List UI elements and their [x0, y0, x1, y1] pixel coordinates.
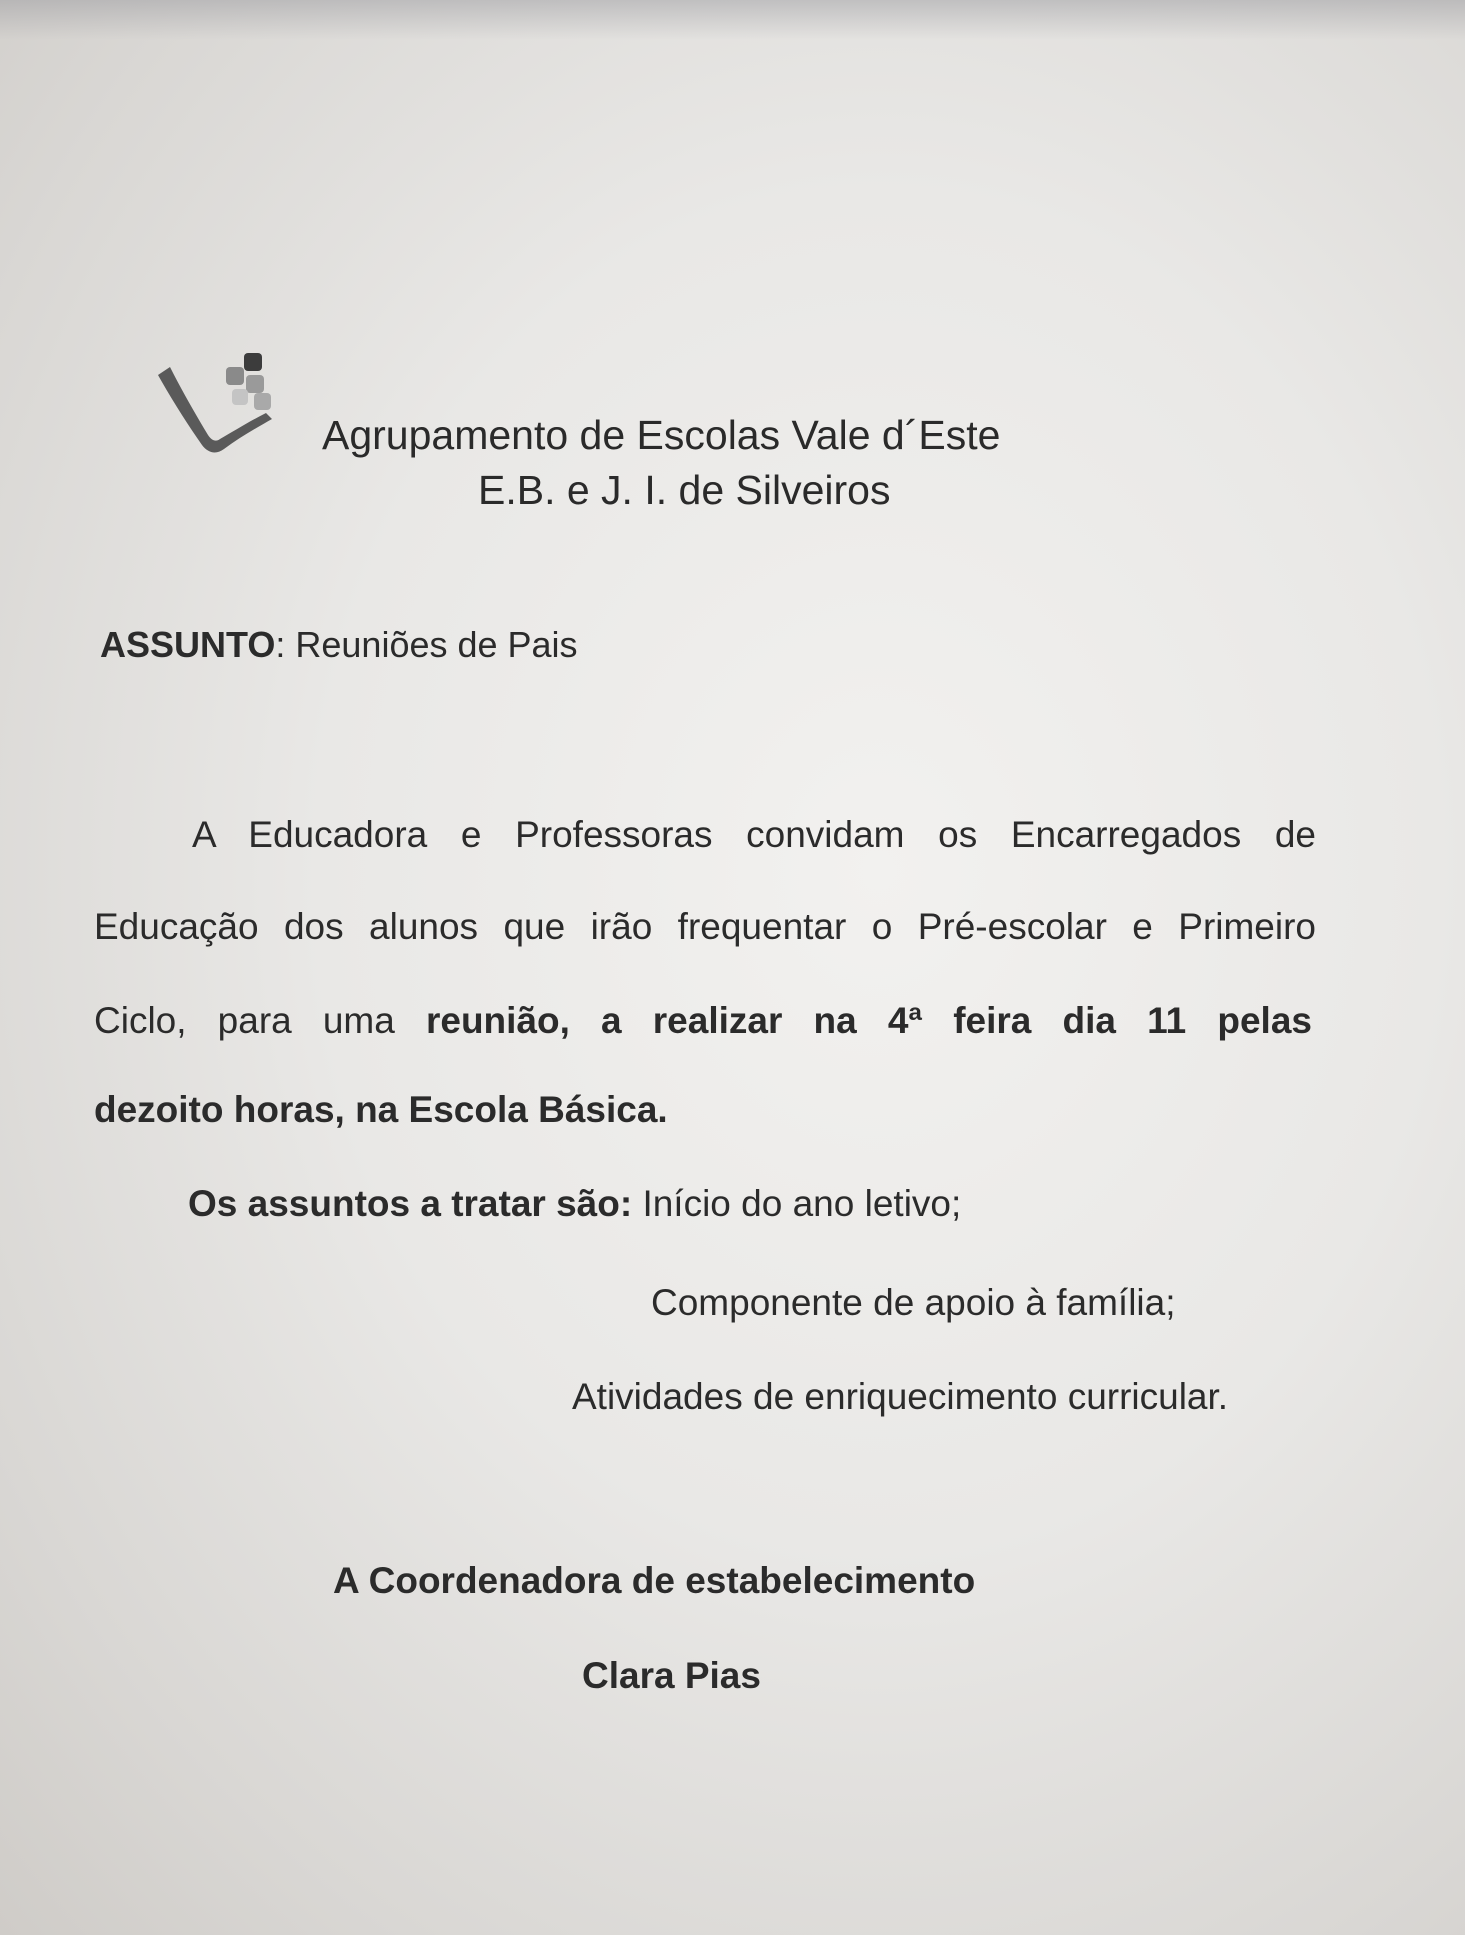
topics-line [188, 1183, 961, 1225]
body-line-3-bold: reunião, a realizar na 4ª feira dia 11 pelas [425, 1000, 1312, 1041]
school-group-logo-icon [150, 345, 285, 460]
topic-item-1: Início do ano letivo; [632, 1183, 962, 1224]
body-line-3 [94, 1000, 1312, 1042]
top-shadow [0, 0, 1465, 40]
body-line-1: A Educadora e Professoras convidam os Encarregados de [192, 814, 1316, 855]
signature-name: Clara Pias [582, 1655, 761, 1696]
topic-item-3: Atividades de enriquecimento curricular. [572, 1376, 1229, 1417]
subject-separator: : [275, 624, 286, 665]
subject-label: ASSUNTO [100, 624, 276, 665]
topic-item-2: Componente de apoio à família; [651, 1282, 1176, 1323]
body-line-3-normal: Ciclo, para uma [94, 1000, 426, 1041]
body-line-2: Educação dos alunos que irão frequentar o Pré-escolar e Primeiro [94, 906, 1316, 947]
body-line-4-bold: dezoito horas, na Escola Básica. [94, 1089, 668, 1130]
subject-text: Reuniões de Pais [285, 624, 578, 665]
school-group-name: Agrupamento de Escolas Vale d´Este [322, 412, 1001, 458]
topics-label: Os assuntos a tratar são: [188, 1183, 633, 1224]
school-name: E.B. e J. I. de Silveiros [478, 467, 891, 513]
signature-title: A Coordenadora de estabelecimento [333, 1560, 976, 1601]
body-line-4 [94, 1089, 668, 1131]
subject-line [100, 624, 578, 666]
